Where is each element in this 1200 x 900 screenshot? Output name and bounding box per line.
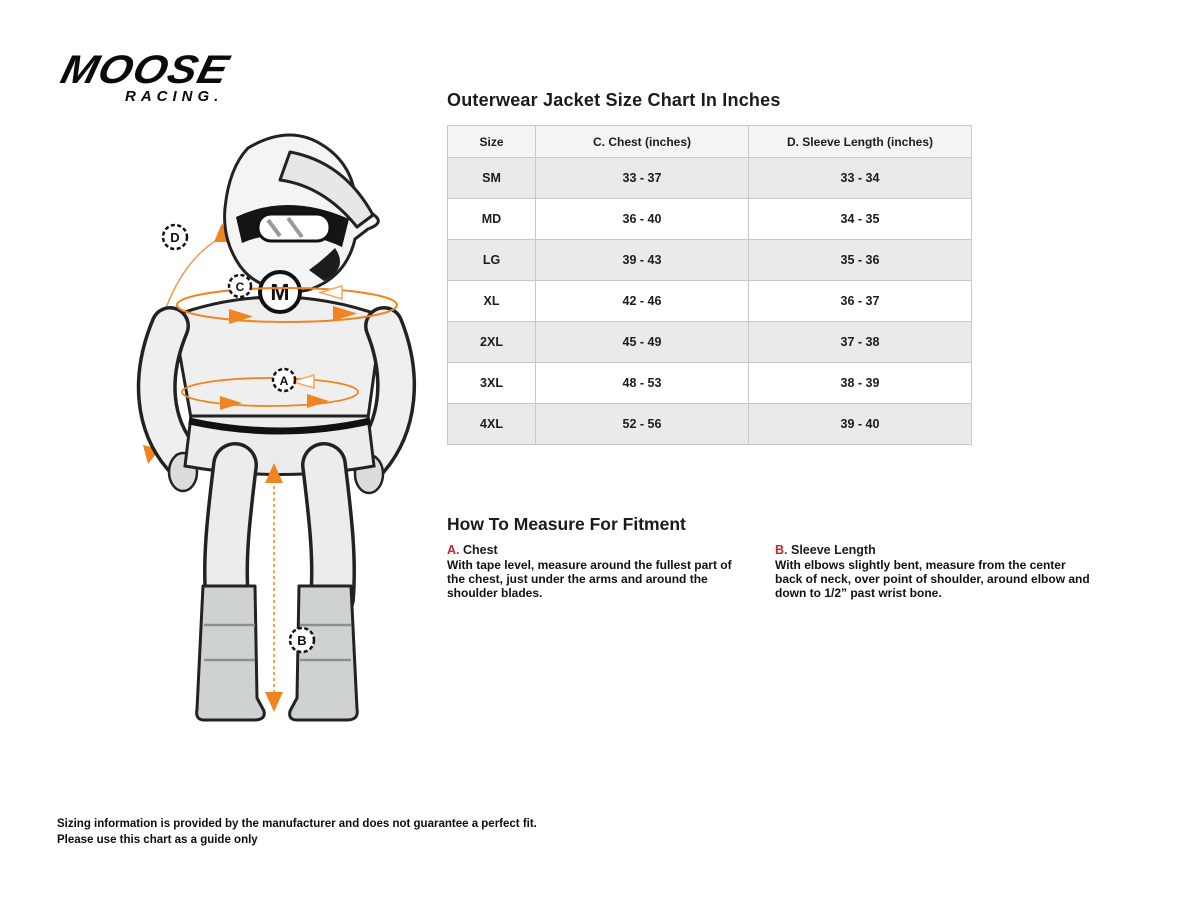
how-to-measure-title: How To Measure For Fitment [447, 514, 686, 534]
table-cell-chest: 33 - 37 [536, 158, 749, 199]
table-cell-size: MD [448, 199, 536, 240]
measure-letter-a: A. [447, 543, 460, 557]
svg-text:B: B [297, 633, 307, 648]
rider-left-boot [197, 586, 265, 720]
size-chart-title: Outerwear Jacket Size Chart In Inches [447, 90, 781, 110]
measure-letter-b: B. [775, 543, 788, 557]
table-cell-chest: 48 - 53 [536, 363, 749, 404]
measure-label-chest [447, 543, 747, 557]
table-cell-sleeve: 37 - 38 [749, 322, 972, 363]
table-cell-sleeve: 34 - 35 [749, 199, 972, 240]
rider-measurement-illustration [52, 120, 437, 738]
table-row [448, 158, 972, 199]
disclaimer-line-1: Sizing information is provided by the manufacturer and does not guarantee a perfect fit. [57, 818, 537, 830]
measure-item-chest [447, 543, 747, 600]
table-cell-sleeve: 36 - 37 [749, 281, 972, 322]
table-cell-sleeve: 35 - 36 [749, 240, 972, 281]
svg-text:A: A [279, 374, 289, 388]
measure-name-chest: Chest [462, 543, 498, 557]
table-cell-chest: 42 - 46 [536, 281, 749, 322]
table-cell-sleeve: 39 - 40 [749, 404, 972, 445]
table-row [448, 199, 972, 240]
table-cell-chest: 36 - 40 [536, 199, 749, 240]
table-cell-sleeve: 33 - 34 [749, 158, 972, 199]
measure-text-chest: With tape level, measure around the fullest part of the chest, just under the arms and around the shoulder blades. [447, 558, 732, 601]
logo-moose-text: MOOSE [56, 48, 234, 92]
table-cell-size: 2XL [448, 322, 536, 363]
column-header-size: Size [448, 126, 536, 158]
measure-item-sleeve [775, 543, 1093, 600]
table-header-row [448, 126, 972, 158]
moose-chest-logo-letter: M [270, 279, 290, 305]
table-cell-size: 3XL [448, 363, 536, 404]
column-header-sleeve: D. Sleeve Length (inches) [749, 126, 972, 158]
sizing-disclaimer [57, 817, 537, 848]
table-row [448, 281, 972, 322]
rider-right-arm-fill [370, 326, 396, 460]
size-chart-section [447, 90, 971, 445]
column-header-chest: C. Chest (inches) [536, 126, 749, 158]
size-chart-table [447, 125, 972, 445]
rider-left-leg-fill [226, 465, 235, 598]
measure-label-sleeve [775, 543, 1093, 557]
table-cell-sleeve: 38 - 39 [749, 363, 972, 404]
marker-a-icon [273, 369, 295, 391]
rider-right-leg-fill [324, 465, 333, 598]
inseam-arrow-down-icon [265, 692, 283, 712]
measure-text-sleeve: With elbows slightly bent, measure from the center back of neck, over point of shoulder, around elbow and down to 1/2” past wrist bone. [775, 558, 1090, 601]
svg-text:D: D [170, 230, 180, 245]
disclaimer-line-2: Please use this chart as a guide only [57, 833, 258, 846]
how-to-measure-section [447, 514, 1107, 600]
marker-d-icon [163, 225, 187, 249]
marker-b-icon [290, 628, 314, 652]
marker-c-icon [229, 275, 251, 297]
table-cell-size: LG [448, 240, 536, 281]
table-row [448, 404, 972, 445]
table-row [448, 240, 972, 281]
rider-left-arm-fill [157, 326, 182, 458]
measure-name-sleeve: Sleeve Length [790, 543, 876, 557]
table-row [448, 322, 972, 363]
table-cell-size: SM [448, 158, 536, 199]
table-cell-size: XL [448, 281, 536, 322]
table-row [448, 363, 972, 404]
moose-racing-logo [57, 50, 257, 105]
table-cell-chest: 45 - 49 [536, 322, 749, 363]
logo-racing-text: RACING. [125, 88, 224, 105]
svg-text:C: C [235, 280, 245, 294]
table-cell-size: 4XL [448, 404, 536, 445]
table-cell-chest: 39 - 43 [536, 240, 749, 281]
table-cell-chest: 52 - 56 [536, 404, 749, 445]
